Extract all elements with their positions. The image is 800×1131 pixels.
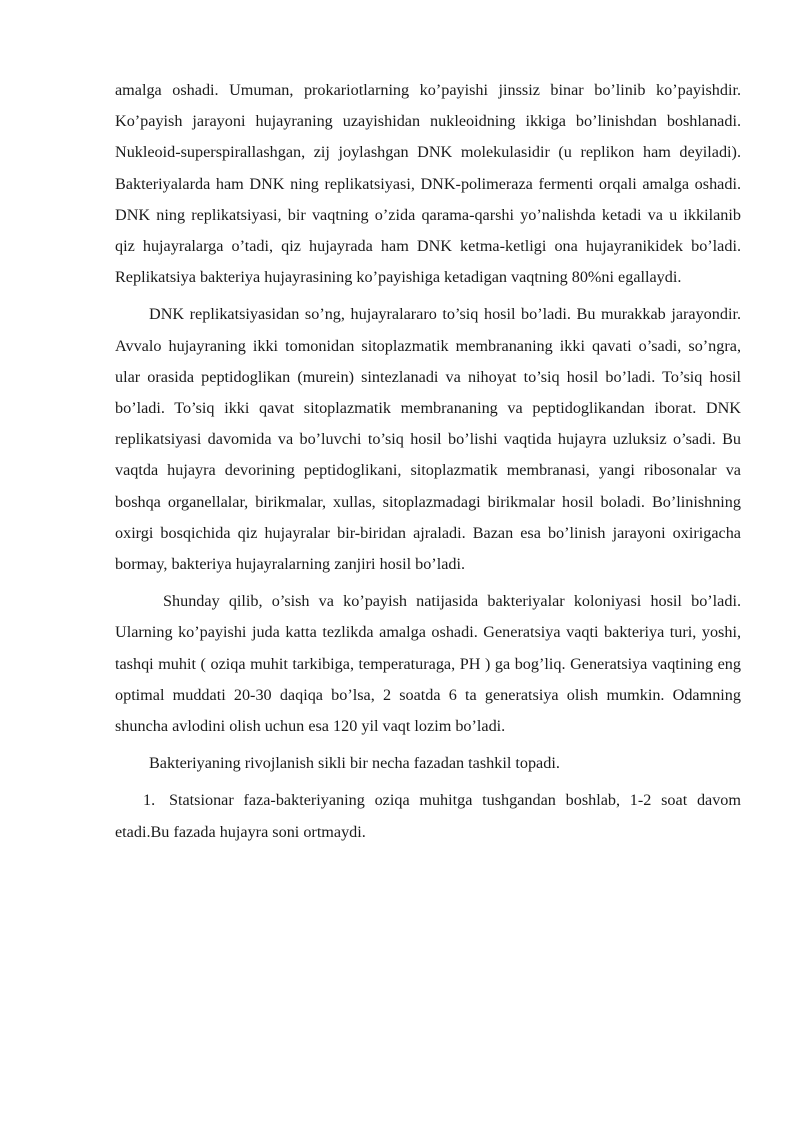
paragraph-1: amalga oshadi. Umuman, prokariotlarning ko’payishi jinssiz binar bo’linib ko’payishdir. Ko’payish jarayoni hujayraning uzayishidan nukleoidning ikkiga bo’linishdan boshlanadi. Nukleoid-superspirallashgan, zij joylashgan DNK molekulasidir (u replikon ham deyiladi). Bakteriyalarda ham DNK ning replikatsiyasi, DNK-polimeraza fermenti orqali amalga oshadi. DNK ning replikatsiyasi, bir vaqtning o’zida qarama-qarshi yo’nalishda ketadi va u ikkilanib qiz hujayralarga o’tadi, qiz hujayrada ham DNK ketma-ketligi ona hujayranikidek bo’ladi. Replikatsiya bakteriya hujayrasining ko’payishiga ketadigan vaqtning 80%ni egallaydi. [115, 81, 741, 287]
list-item-1 [115, 785, 741, 847]
document-page [115, 75, 741, 848]
list-item-text: Statsionar faza-bakteriyaning oziqa muhitga tushgandan boshlab, 1-2 soat davom etadi.Bu fazada hujayra soni ortmaydi. [115, 791, 741, 841]
paragraph-2: DNK replikatsiyasidan so’ng, hujayralararo to’siq hosil bo’ladi. Bu murakkab jarayondir. Avvalo hujayraning ikki tomonidan sitoplazmatik membrananing ikki qavati o’sadi, so’ngra, ular orasida peptidoglikan (murein) sintezlanadi va nihoyat to’siq hosil bo’ladi. To’siq hosil bo’ladi. To’siq ikki qavat sitoplazmatik membrananing va peptidoglikandan iborat. DNK replikatsiyasi davomida va bo’luvchi to’siq hosil bo’lishi vaqtida hujayra uzluksiz o’sadi. Bu vaqtda hujayra devorining peptidoglikani, sitoplazmatik membranasi, yangi ribosonalar va boshqa organellalar, birikmalar, xullas, sitoplazmadagi birikmalar hosil boladi. Bo’linishning oxirgi bosqichida qiz hujayralar bir-biridan ajraladi. Bazan esa bo’linish jarayoni oxirigacha bormay, bakteriya hujayralarning zanjiri hosil bo’ladi. [115, 305, 741, 574]
list-number: 1. [143, 791, 156, 810]
paragraph-4: Bakteriyaning rivojlanish sikli bir necha fazadan tashkil topadi. [149, 754, 560, 773]
paragraph-3: Shunday qilib, o’sish va ko’payish natijasida bakteriyalar koloniyasi hosil bo’ladi. Ularning ko’payishi juda katta tezlikda amalga oshadi. Generatsiya vaqti bakteriya turi, yoshi, tashqi muhit ( oziqa muhit tarkibiga, temperaturaga, PH ) ga bog’liq. Generatsiya vaqtining eng optimal muddati 20-30 daqiqa bo’lsa, 2 soatda 6 ta generatsiya olish mumkin. Odamning shuncha avlodini olish uchun esa 120 yil vaqt lozim bo’ladi. [115, 592, 741, 736]
